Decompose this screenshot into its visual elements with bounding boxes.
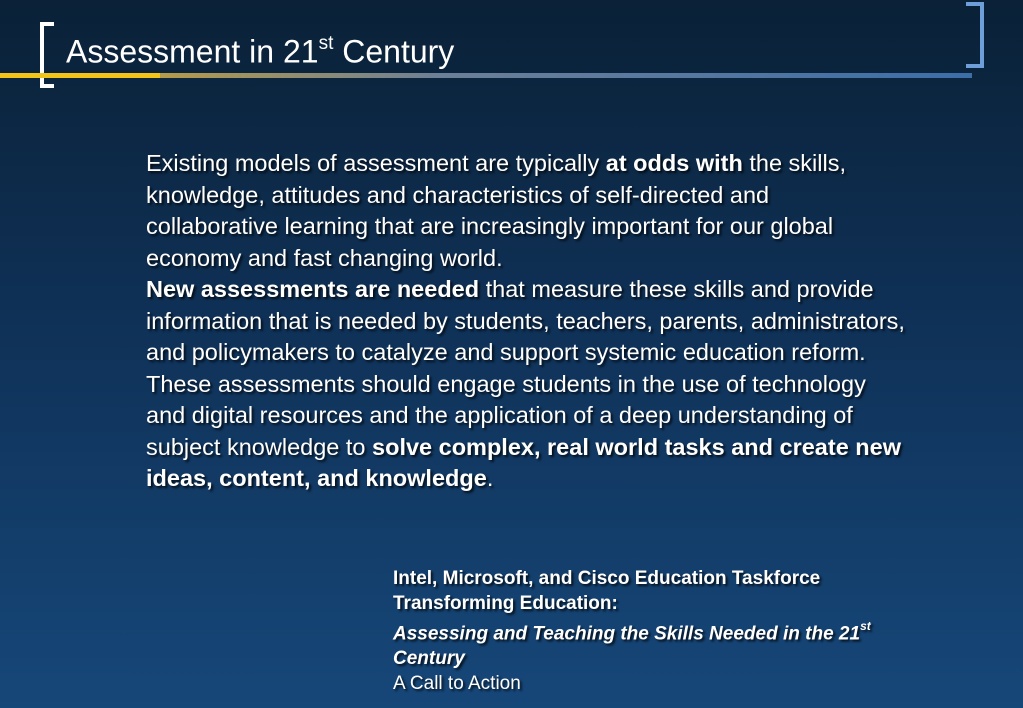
page-title	[66, 26, 454, 72]
citation-subtitle	[393, 616, 973, 646]
title-rule-yellow	[0, 73, 160, 78]
page-title-superscript: st	[318, 33, 334, 54]
paragraph-1-text: Existing models of assessment are typically	[146, 150, 606, 176]
paragraph-3-emphasis: solve complex, real world tasks and create new ideas, content, and knowledge	[146, 433, 901, 491]
citation-subtitle-text: Assessing and Teaching the Skills Needed in the 21	[393, 623, 861, 645]
title-left-bracket	[40, 22, 54, 88]
paragraph-2-text: that measure these skills and provide information that is needed by students, teachers, parents, administrators, and policymakers to catalyze and support systemic education reform.	[146, 276, 905, 365]
paragraph-new-assessments	[146, 274, 906, 369]
citation-subtitle-superscript: st	[860, 619, 871, 633]
paragraph-existing-models	[146, 148, 906, 274]
paragraph-2-emphasis: New assessments are needed	[146, 276, 480, 302]
citation-author: Intel, Microsoft, and Cisco Education Taskforce	[393, 568, 821, 589]
paragraph-1-emphasis: at odds with	[605, 150, 743, 176]
paragraph-3-text: These assessments should engage students in the use of technology and digital resources and the application of a deep understanding of subject knowledge to	[146, 370, 866, 460]
title-right-bracket	[966, 2, 984, 68]
citation-call-to-action: A Call to Action	[393, 673, 521, 695]
paragraph-1-text-end: the skills, knowledge, attitudes and characteristics of self-directed and collaborative learning that are increasingly important for our global economy and fast changing world.	[146, 150, 846, 271]
citation-subtitle-end: Century	[393, 648, 465, 670]
title-rule-blue	[160, 73, 972, 78]
page-title-text: Assessment in 21	[66, 33, 319, 70]
page-title-suffix: Century	[333, 33, 455, 70]
paragraph-3-text-end: .	[486, 465, 494, 491]
citation-title: Transforming Education:	[393, 593, 618, 614]
paragraph-engage-students	[146, 369, 906, 495]
citation	[393, 566, 973, 696]
body-text	[146, 148, 906, 495]
